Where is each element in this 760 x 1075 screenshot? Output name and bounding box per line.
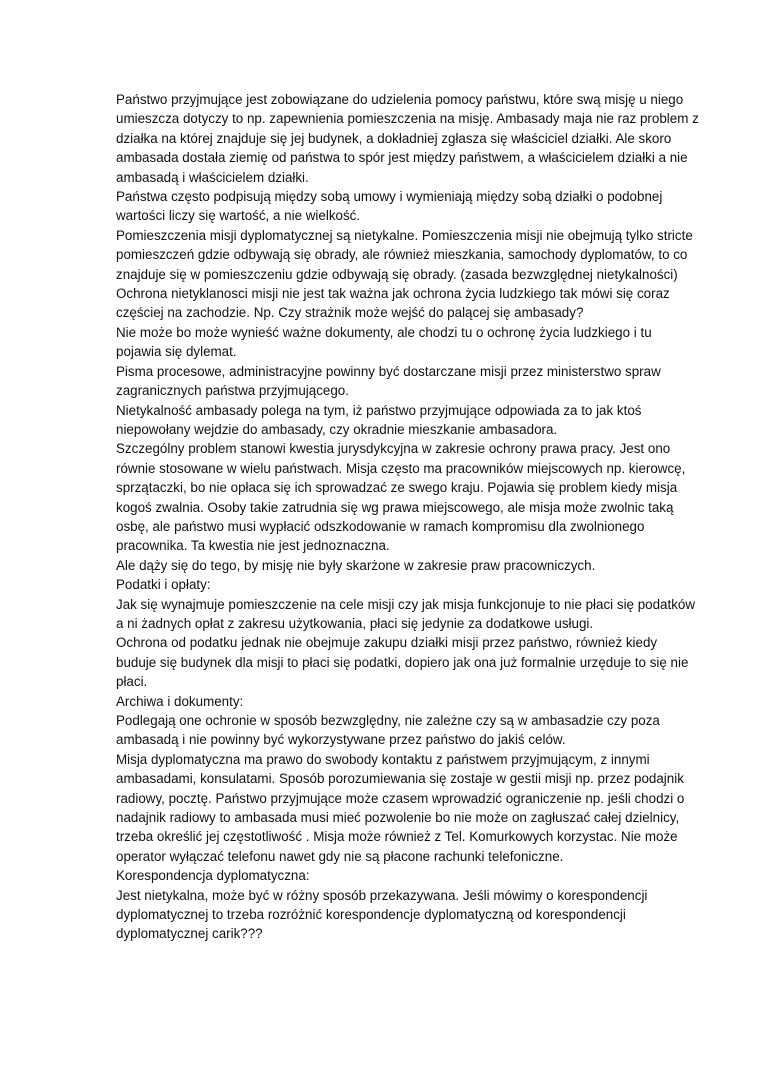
text-line: kogoś zwalnia. Osoby takie zatrudnia się wg prawa miejscowego, ale misja może zwolnic taką: [116, 499, 674, 515]
text-line: znajduje się w pomieszczeniu gdzie odbywają się obrady. (zasada bezwzględnej nietykalności): [116, 266, 678, 282]
text-line: Nietykalność ambasady polega na tym, iż państwo przyjmujące odpowiada za to jak ktoś: [116, 402, 642, 418]
text-line: trzeba określić jej częstotliwość . Misja może również z Tel. Komurkowych korzystac. Nie może: [116, 829, 678, 845]
text-line: pracownika. Ta kwestia nie jest jednoznaczna.: [116, 538, 390, 554]
text-line: dyplomatycznej to trzeba rozróżnić korespondencje dyplomatyczną od korespondencji: [116, 907, 626, 923]
text-line: sprzątaczki, bo nie opłaca się ich sprowadzać ze swego kraju. Pojawia się problem kiedy misja: [116, 480, 678, 496]
text-line: równie stosowane w wielu państwach. Misja często ma pracowników miejscowych np. kierowcę,: [116, 460, 686, 476]
text-line: Nie może bo może wynieść ważne dokumenty, ale chodzi tu o ochronę życia ludzkiego i tu: [116, 324, 652, 340]
text-line: radiowy, pocztę. Państwo przyjmujące może czasem wprowadzić ograniczenie np. jeśli chodzi o: [116, 790, 685, 806]
document-body: [116, 90, 699, 944]
text-line: pojawia się dylemat.: [116, 344, 237, 360]
text-line: Ale dąży się do tego, by misję nie były skarżone w zakresie praw pracowniczych.: [116, 557, 596, 573]
text-line: Pomieszczenia misji dyplomatycznej są nietykalne. Pomieszczenia misji nie obejmują tylko stricte: [116, 227, 693, 243]
text-line: wartości liczy się wartość, a nie wielkość.: [116, 208, 361, 224]
text-line: nadajnik radiowy to ambasada musi mieć pozwolenie bo nie może on zagłuszać całej dzielnicy,: [116, 810, 680, 826]
text-line: umieszcza dotyczy to np. zapewnienia pomieszczenia na misję. Ambasady maja nie raz problem z: [116, 111, 699, 127]
text-line: dyplomatycznej carik???: [116, 926, 263, 942]
text-line: ambasadami, konsulatami. Sposób porozumiewania się zostaje w gestii misji np. przez podajnik: [116, 771, 684, 787]
text-line: Podatki i opłaty:: [116, 577, 211, 593]
text-line: niepowołany wejdzie do ambasady, czy okradnie mieszkanie ambasadora.: [116, 421, 558, 437]
text-line: operator wyłączać telefonu nawet gdy nie są płacone rachunki telefoniczne.: [116, 848, 564, 864]
text-line: Misja dyplomatyczna ma prawo do swobody kontaktu z państwem przyjmującym, z innymi: [116, 751, 650, 767]
text-line: Podlegają one ochronie w sposób bezwzględny, nie zależne czy są w ambasadzie czy poza: [116, 713, 660, 728]
text-line: zagranicznych państwa przyjmującego.: [116, 383, 349, 399]
text-line: działka na której znajduje się jej budynek, a dokładniej zgłasza się właściciel działki. Ale skoro: [116, 130, 672, 146]
text-line: osbę, ale państwo musi wypłacić odszkodowanie w ramach kompromisu dla zwolnionego: [116, 518, 645, 534]
text-line: a ni żadnych opłat z zakresu użytkowania, płaci się jedynie za dodatkowe usługi.: [116, 615, 594, 631]
text-line: pomieszczeń gdzie odbywają się obrady, ale również mieszkania, samochody dyplomatów, to co: [116, 247, 688, 263]
text-line: ambasadą i nie powinny być wykorzystywane przez państwo do jakiś celów.: [116, 732, 566, 748]
text-line: Archiwa i dokumenty:: [116, 693, 244, 709]
text-line: buduje się budynek dla misji to płaci się podatki, dopiero jak ona już formalnie urzęduje to się nie: [116, 654, 689, 670]
text-line: Ochrona nietyklanosci misji nie jest tak ważna jak ochrona życia ludzkiego tak mówi się coraz: [116, 286, 670, 302]
text-line: Pisma procesowe, administracyjne powinny być dostarczane misji przez ministerstwo spraw: [116, 363, 661, 379]
text-line: Ochrona od podatku jednak nie obejmuje zakupu działki misji przez państwo, również kiedy: [116, 635, 658, 651]
text-line: Korespondencja dyplomatyczna:: [116, 868, 310, 884]
text-line: ambasada dostała ziemię od państwa to spór jest między państwem, a właścicielem działki a nie: [116, 150, 688, 166]
text-line: ambasadą i właścicielem działki.: [116, 169, 309, 185]
text-line: Szczególny problem stanowi kwestia jurysdykcyjna w zakresie ochrony prawa pracy. Jest ono: [116, 441, 671, 457]
text-line: płaci.: [116, 674, 148, 690]
text-line: Państwo przyjmujące jest zobowiązane do udzielenia pomocy państwu, które swą misję u niego: [116, 92, 684, 107]
text-line: Jest nietykalna, może być w różny sposób przekazywana. Jeśli mówimy o korespondencji: [116, 887, 648, 903]
text-line: Państwa często podpisują między sobą umowy i wymieniają między sobą działki o podobnej: [116, 189, 663, 205]
text-line: częściej na zachodzie. Np. Czy strażnik może wejść do palącej się ambasady?: [116, 305, 584, 321]
text-line: Jak się wynajmuje pomieszczenie na cele misji czy jak misja funkcjonuje to nie płaci się podatków: [116, 596, 696, 612]
